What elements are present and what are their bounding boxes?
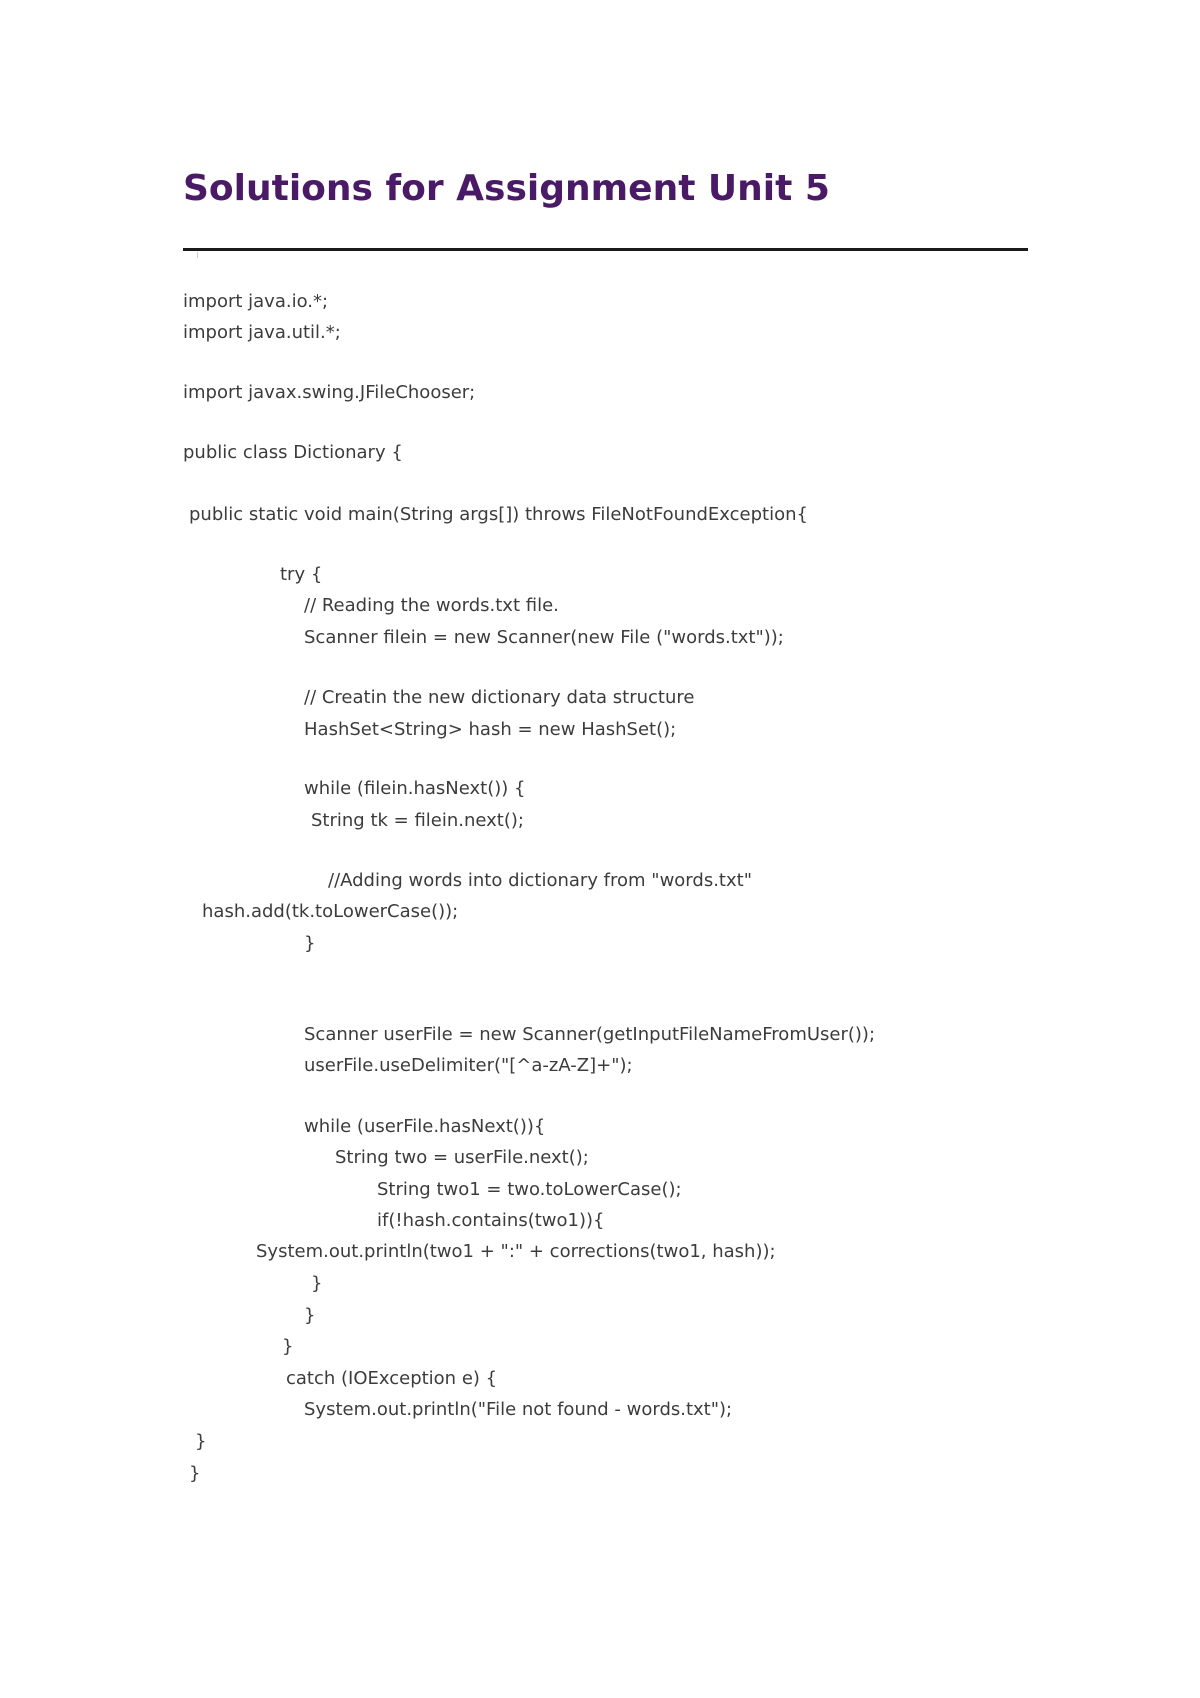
code-line: }: [304, 1305, 316, 1326]
page-title: Solutions for Assignment Unit 5: [183, 168, 830, 209]
divider-mark: [197, 252, 198, 258]
code-line: // Creatin the new dictionary data structure: [304, 687, 695, 708]
code-line: public static void main(String args[]) throws FileNotFoundException{: [189, 504, 808, 525]
code-line: import javax.swing.JFileChooser;: [183, 382, 476, 403]
code-line: }: [282, 1336, 294, 1357]
code-line: public class Dictionary {: [183, 442, 403, 463]
code-line: if(!hash.contains(two1)){: [377, 1210, 605, 1231]
code-line: hash.add(tk.toLowerCase());: [202, 901, 459, 922]
code-line: }: [195, 1431, 207, 1452]
code-line: }: [304, 933, 316, 954]
code-line: String two1 = two.toLowerCase();: [377, 1179, 682, 1200]
code-line: String tk = filein.next();: [311, 810, 524, 831]
code-line: System.out.println(two1 + ":" + corrections(two1, hash));: [256, 1241, 776, 1262]
code-line: // Reading the words.txt file.: [304, 595, 559, 616]
code-line: System.out.println("File not found - words.txt");: [304, 1399, 733, 1420]
code-line: String two = userFile.next();: [335, 1147, 589, 1168]
code-line: Scanner userFile = new Scanner(getInputFileNameFromUser());: [304, 1024, 876, 1045]
code-line: catch (IOException e) {: [286, 1368, 498, 1389]
title-divider: [183, 248, 1028, 251]
code-line: //Adding words into dictionary from "words.txt": [328, 870, 752, 891]
code-line: try {: [280, 564, 323, 585]
code-line: import java.util.*;: [183, 322, 341, 343]
code-line: userFile.useDelimiter("[^a-zA-Z]+");: [304, 1055, 633, 1076]
code-line: while (filein.hasNext()) {: [304, 778, 526, 799]
code-line: while (userFile.hasNext()){: [304, 1116, 546, 1137]
code-line: import java.io.*;: [183, 291, 329, 312]
code-line: HashSet<String> hash = new HashSet();: [304, 719, 677, 740]
code-line: Scanner filein = new Scanner(new File ("words.txt"));: [304, 627, 784, 648]
code-line: }: [311, 1273, 323, 1294]
code-line: }: [189, 1463, 201, 1484]
